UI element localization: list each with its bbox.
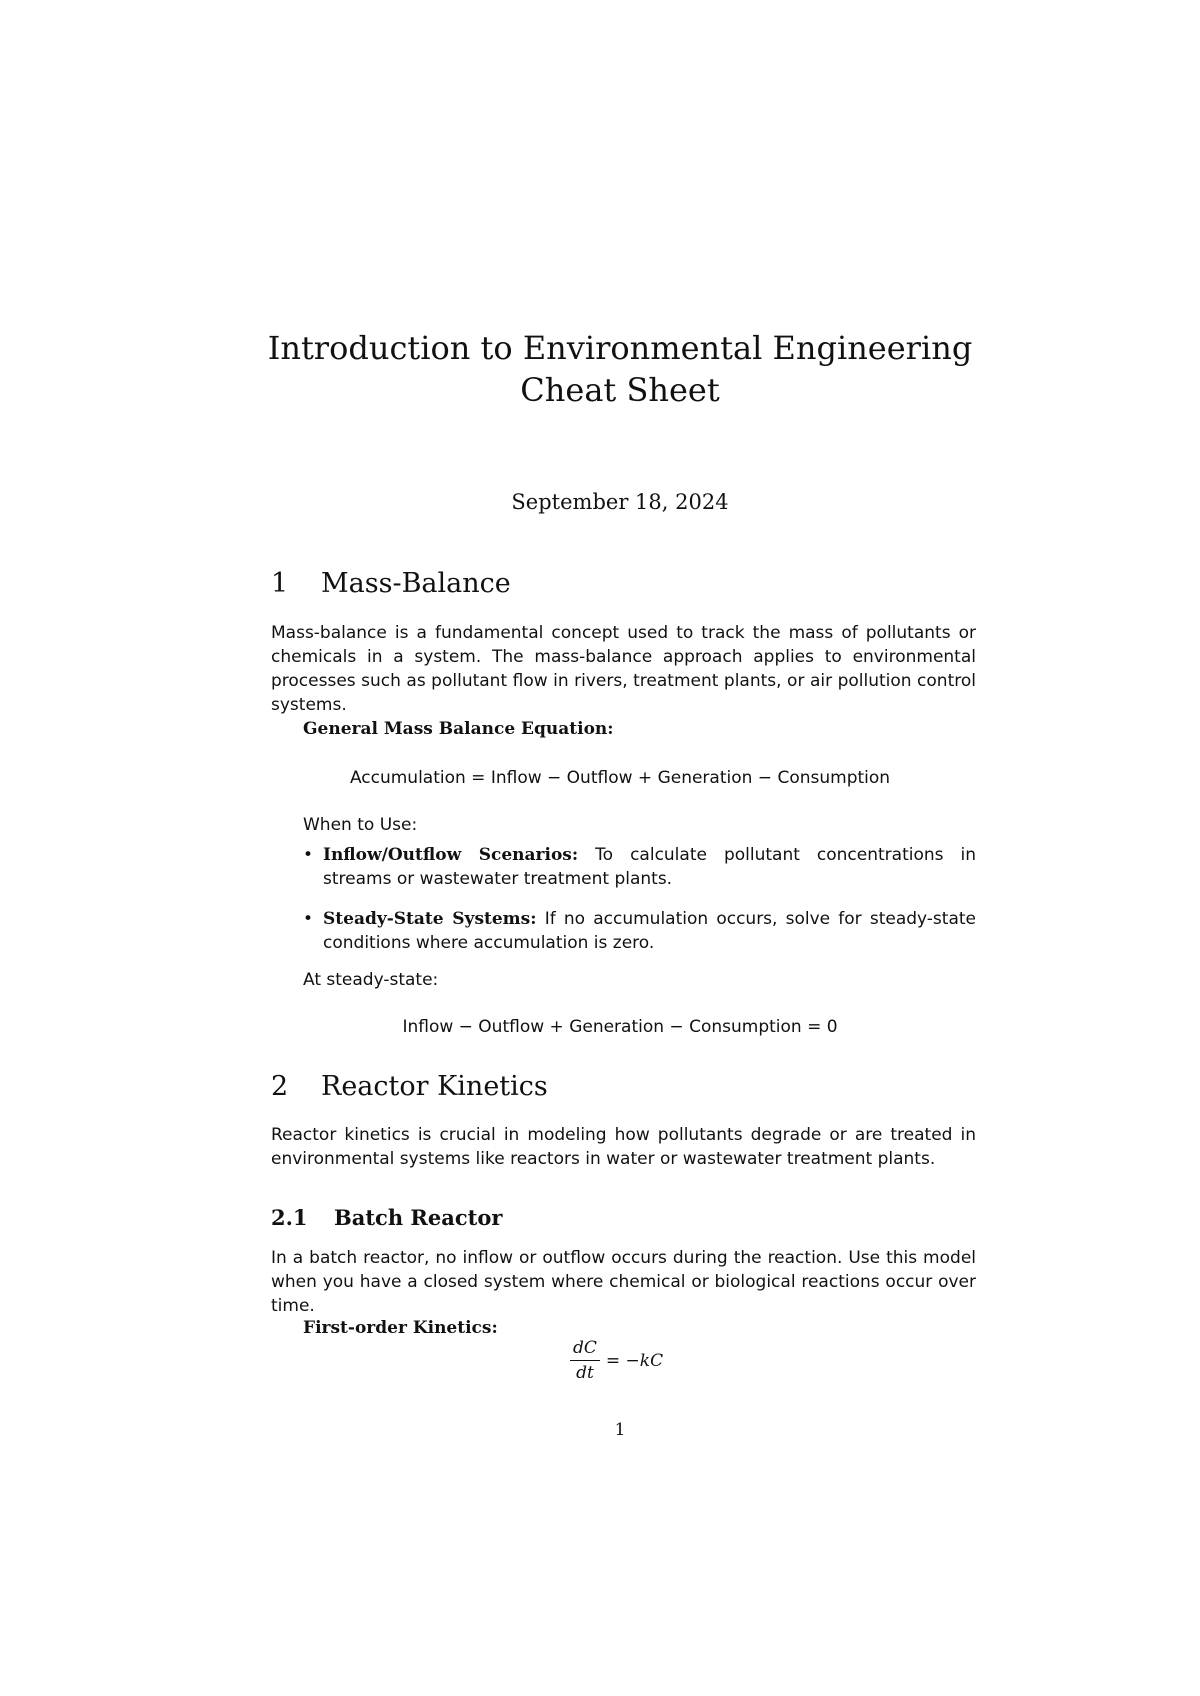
- bullet-icon: •: [303, 909, 314, 929]
- subsection-2-1-title: Batch Reactor: [334, 1205, 503, 1230]
- section-2-title: Reactor Kinetics: [321, 1071, 548, 1102]
- bullet-item: [303, 843, 976, 891]
- document-title: [0, 327, 1200, 411]
- subsection-2-1-number: 2.1: [271, 1205, 308, 1230]
- subsection-2-1-text: In a batch reactor, no inflow or outflow occurs during the reaction. Use this model when you have a closed system where chemical or biological reactions occur over time.: [271, 1248, 976, 1316]
- document-date: September 18, 2024: [511, 490, 729, 514]
- derivative-fraction: [570, 1338, 600, 1383]
- subsection-2-1-heading: [271, 1205, 502, 1230]
- section-1-number: 1: [271, 568, 289, 599]
- general-mass-balance-equation: Accumulation = Inflow − Outflow + Generation − Consumption: [349, 768, 891, 788]
- section-2-number: 2: [271, 1071, 289, 1102]
- bullet-text: To calculate pollutant concentrations in streams or wastewater treatment plants.: [323, 845, 977, 889]
- title-line-2: Cheat Sheet: [520, 371, 720, 409]
- bullet-icon: •: [303, 845, 314, 865]
- when-to-use-label: When to Use:: [303, 815, 418, 835]
- fraction-numerator: dC: [570, 1338, 600, 1361]
- section-2-intro: Reactor kinetics is crucial in modeling how pollutants degrade or are treated in environmental systems like reactors in water or wastewater treatment plants.: [271, 1125, 976, 1169]
- section-1-title: Mass-Balance: [321, 568, 511, 599]
- steady-state-label: At steady-state:: [303, 970, 439, 990]
- steady-state-equation: Inflow − Outflow + Generation − Consumption = 0: [402, 1017, 838, 1037]
- bullet-text: If no accumulation occurs, solve for steady-state conditions where accumulation is zero.: [323, 909, 976, 953]
- first-order-kinetics-label: First-order Kinetics:: [303, 1318, 498, 1338]
- page-number: 1: [614, 1420, 626, 1440]
- first-order-kinetics-equation: [570, 1338, 663, 1383]
- bullet-term: Inflow/Outflow Scenarios:: [323, 845, 579, 865]
- section-1-heading: [271, 568, 511, 599]
- bullet-item: [303, 907, 976, 955]
- general-equation-label: General Mass Balance Equation:: [303, 719, 614, 739]
- fraction-denominator: dt: [576, 1363, 594, 1383]
- section-1-intro: Mass-balance is a fundamental concept used to track the mass of pollutants or chemicals in a system. The mass-balance approach applies to environmental processes such as pollutant flow in rivers, treatment plants, or air pollution control systems.: [271, 623, 976, 715]
- section-2-heading: [271, 1071, 548, 1102]
- bullet-term: Steady-State Systems:: [323, 909, 537, 929]
- title-line-1: Introduction to Environmental Engineering: [267, 329, 973, 367]
- equation-rhs: = −kC: [605, 1350, 664, 1371]
